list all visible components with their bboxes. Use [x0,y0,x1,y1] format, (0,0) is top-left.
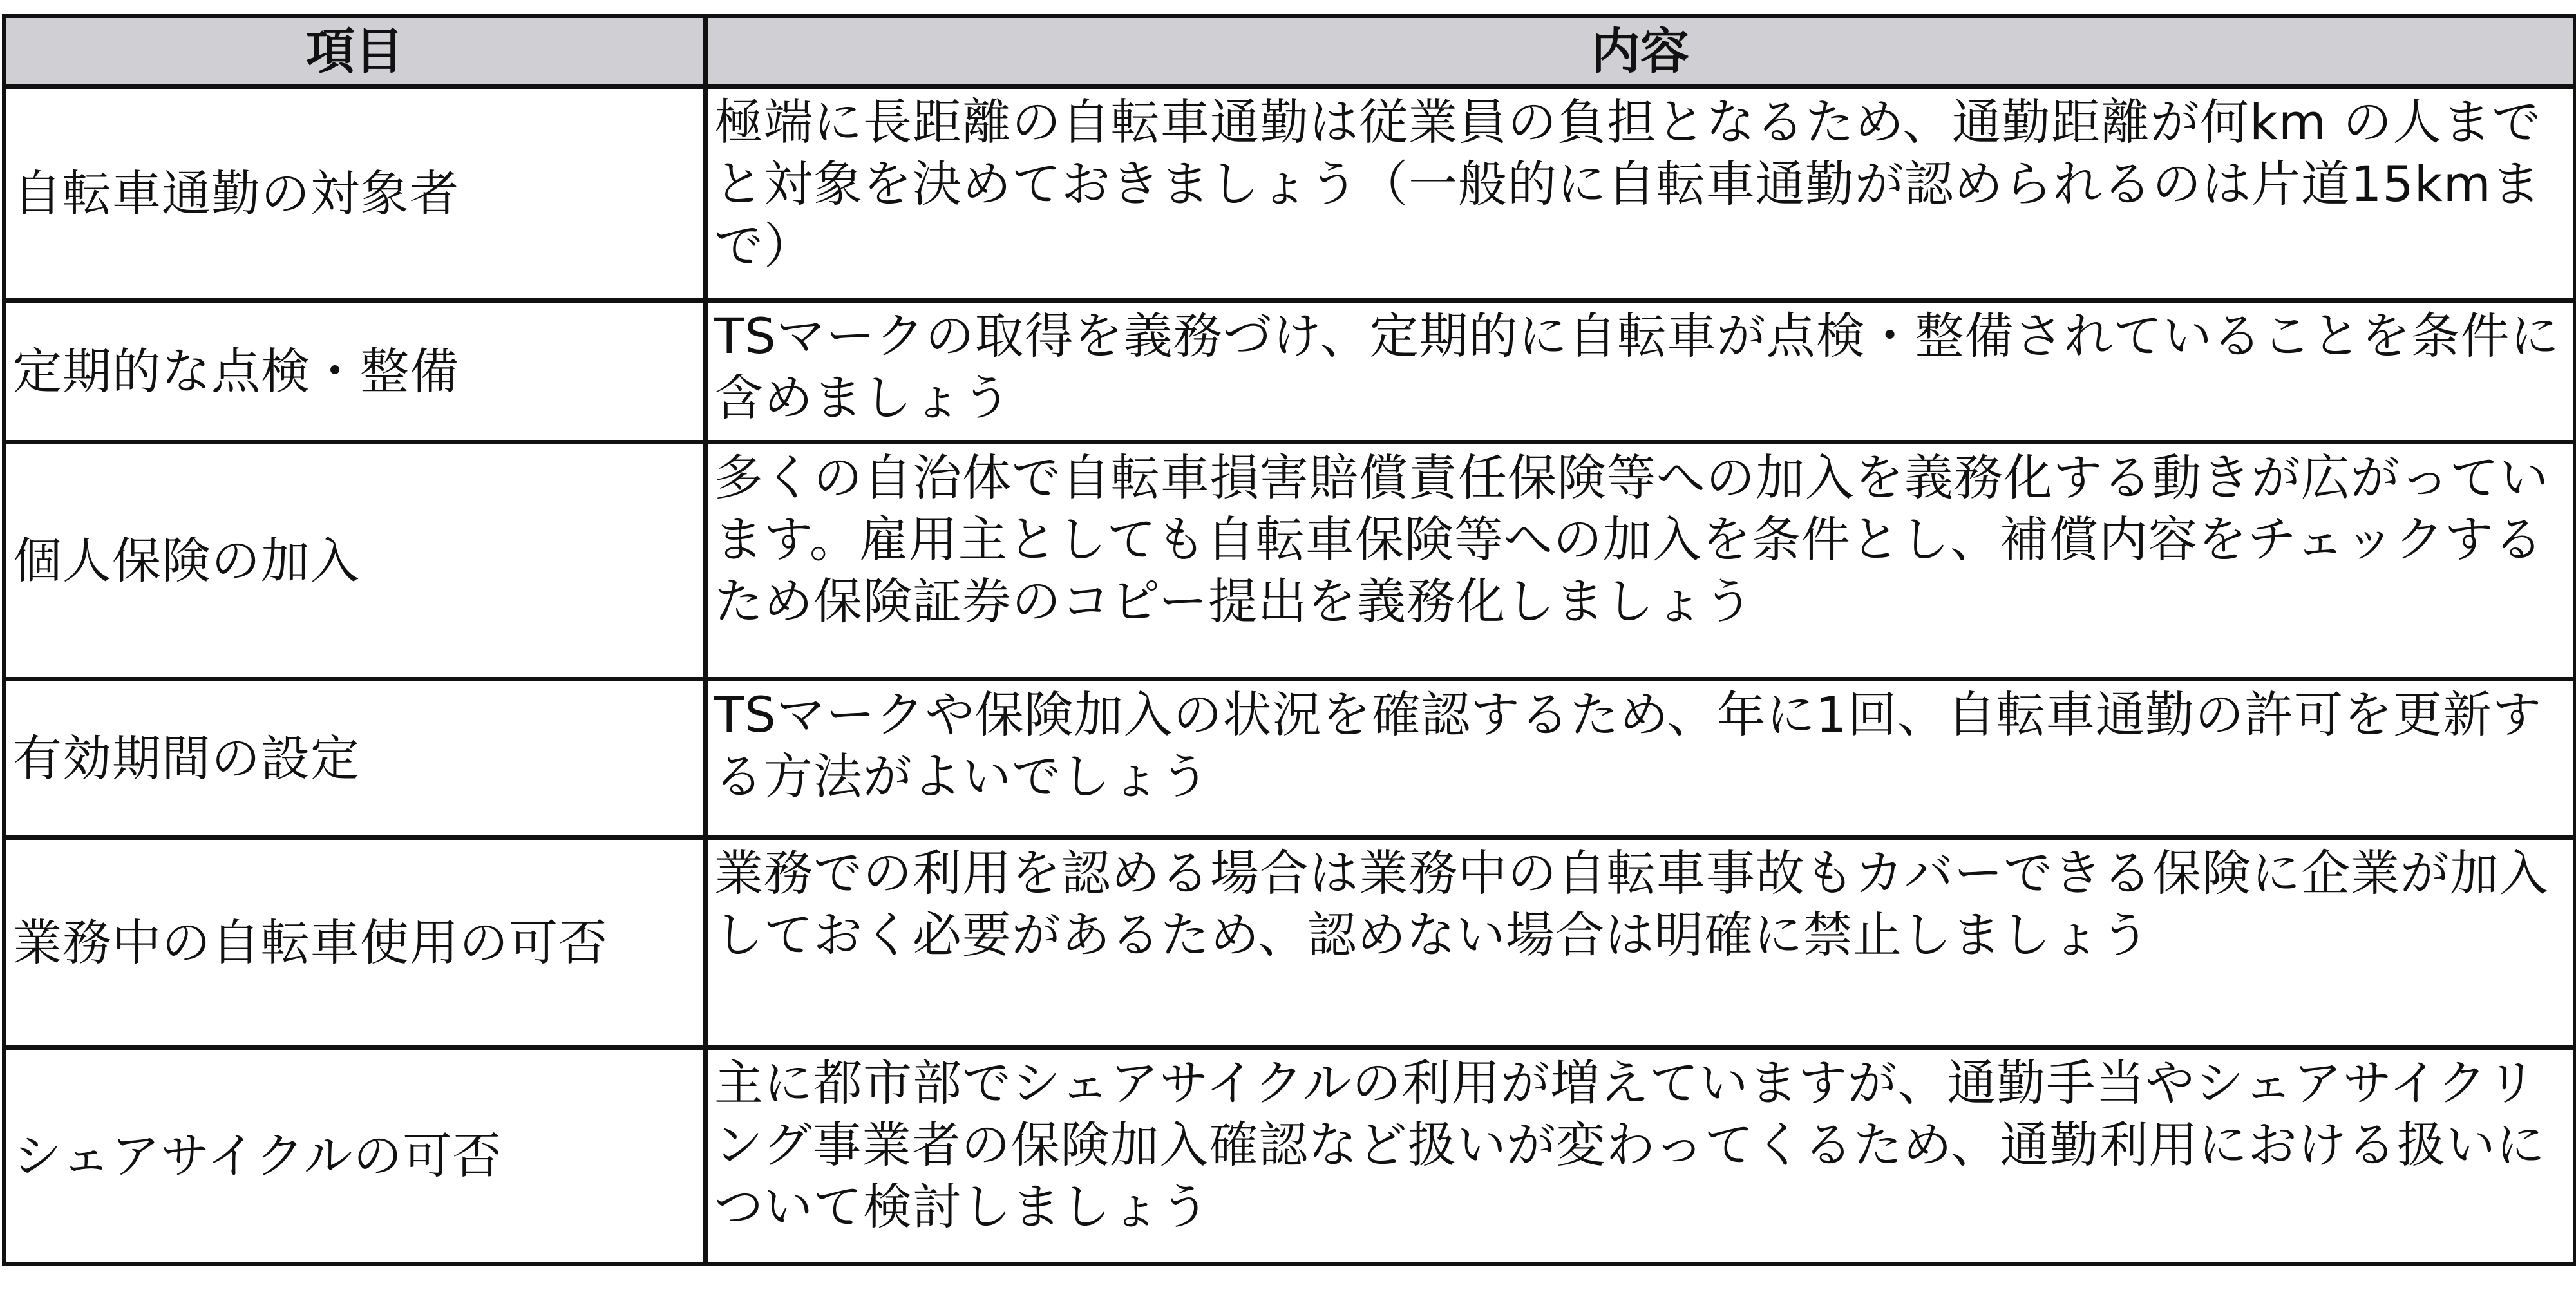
row-content: 業務での利用を認める場合は業務中の自転車事故もカバーできる保険に企業が加入しておく必要があるため、認めない場合は明確に禁止しましょう [706,838,2575,1048]
row-item: 個人保険の加入 [5,442,706,679]
table-row [5,301,2575,442]
row-item: 自転車通勤の対象者 [5,87,706,301]
table-row [5,87,2575,301]
row-content: 極端に長距離の自転車通勤は従業員の負担となるため、通勤距離が何km の人までと対象を決めておきましょう（一般的に自転車通勤が認められるのは片道15kmまで） [706,87,2575,301]
table-row [5,838,2575,1048]
row-item: シェアサイクルの可否 [5,1048,706,1264]
row-item: 有効期間の設定 [5,679,706,838]
row-content: TSマークの取得を義務づけ、定期的に自転車が点検・整備されていることを条件に含めましょう [706,301,2575,442]
table-row [5,1048,2575,1264]
table-row [5,442,2575,679]
row-content: 主に都市部でシェアサイクルの利用が増えていますが、通勤手当やシェアサイクリング事業者の保険加入確認など扱いが変わってくるため、通勤利用における扱いについて検討しましょう [706,1048,2575,1264]
row-item: 業務中の自転車使用の可否 [5,838,706,1048]
row-item: 定期的な点検・整備 [5,301,706,442]
header-item: 項目 [5,16,706,87]
row-content: 多くの自治体で自転車損害賠償責任保険等への加入を義務化する動きが広がっています。雇用主としても自転車保険等への加入を条件とし、補償内容をチェックするため保険証券のコピー提出を義務化しましょう [706,442,2575,679]
header-row [5,16,2575,87]
bicycle-commute-rules-table [2,14,2576,1266]
table-row [5,679,2575,838]
header-content: 内容 [706,16,2575,87]
row-content: TSマークや保険加入の状況を確認するため、年に1回、自転車通勤の許可を更新する方法がよいでしょう [706,679,2575,838]
